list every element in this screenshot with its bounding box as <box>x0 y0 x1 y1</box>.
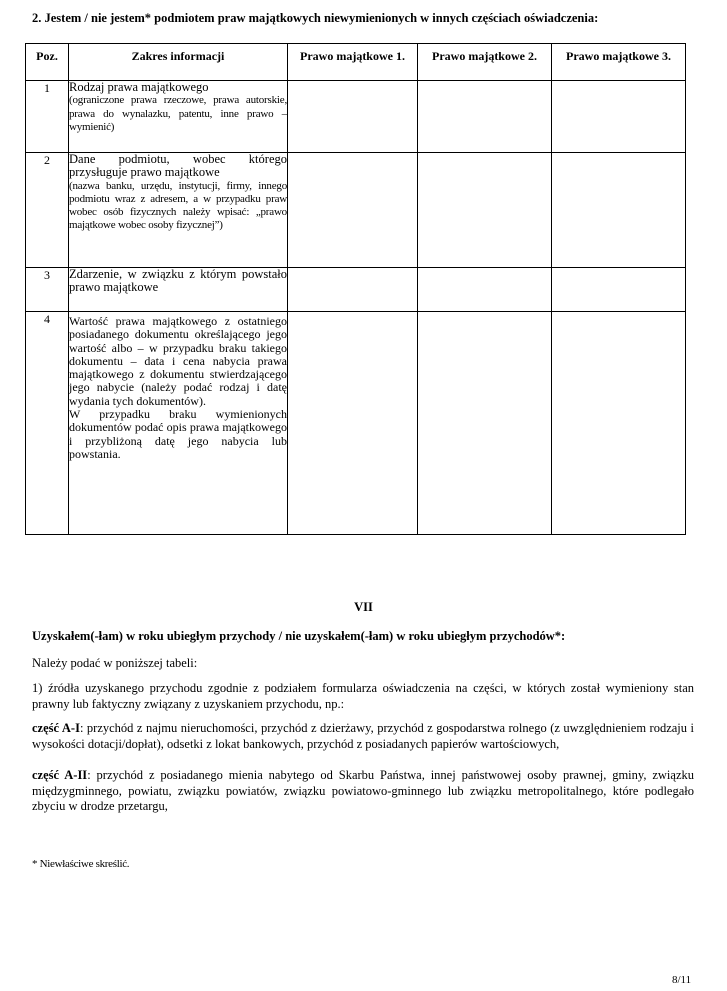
header-prawo-2: Prawo majątkowe 2. <box>418 44 552 81</box>
input-cell-prawo-1[interactable] <box>288 153 418 268</box>
part-a2-label: część A-II <box>32 768 88 782</box>
row-main-text: Wartość prawa majątkowego z ostatniego posiadanego dokumentu określającego jego wartość albo – w przypadku braku takiego dokumentu – data i cena nabycia prawa majątkowego z dokumentu stwierdzającego jego nabycie (należy podać rodzaj i datę wydania tych dokumentów). <box>69 314 287 408</box>
part-a1-label: część A-I <box>32 721 80 735</box>
input-cell-prawo-1[interactable] <box>288 312 418 535</box>
header-prawo-1: Prawo majątkowe 1. <box>288 44 418 81</box>
header-prawo-3: Prawo majątkowe 3. <box>552 44 686 81</box>
part-a2-paragraph <box>32 768 694 815</box>
part-a1-paragraph <box>32 721 694 752</box>
input-cell-prawo-3[interactable] <box>552 312 686 535</box>
input-cell-prawo-2[interactable] <box>418 81 552 153</box>
row-sub-text: (ograniczone prawa rzeczowe, prawa autorskie, prawa do wynalazku, patentu, inne prawo – wymienić) <box>69 94 287 133</box>
page-number: 8/11 <box>672 974 692 986</box>
table-row <box>26 268 686 312</box>
part-a2-text: : przychód z posiadanego mienia nabytego od Skarbu Państwa, innej państwowej osoby prawnej, gminy, związku międzygminnego, powiatu, związku powiatów, związku powiatowo-gminnego lub związku metropolitalnego, które podlegało zbyciu w drodze przetargu, <box>32 768 694 813</box>
input-cell-prawo-1[interactable] <box>288 268 418 312</box>
item-1-text: 1) źródła uzyskanego przychodu zgodnie z podziałem formularza oświadczenia na części, w których został wymieniony stan prawny lub faktyczny związany z uzyskaniem przychodu, np.: <box>32 681 694 711</box>
input-cell-prawo-2[interactable] <box>418 312 552 535</box>
table-row <box>26 312 686 535</box>
row-sub-text: (nazwa banku, urzędu, instytucji, firmy, innego podmiotu wraz z adresem, a w przypadku praw wobec osób fizycznych należy wpisać: „prawo majątkowe wobec osoby fizycznej”) <box>69 179 287 232</box>
row-main-text: Rodzaj prawa majątkowego <box>69 80 209 94</box>
input-cell-prawo-2[interactable] <box>418 268 552 312</box>
row-description <box>69 268 288 312</box>
row-description <box>69 81 288 153</box>
section-vii-heading: Uzyskałem(-łam) w roku ubiegłym przychody / nie uzyskałem(-łam) w roku ubiegłym przychodów*: <box>32 629 566 643</box>
footnote: * Niewłaściwe skreślić. <box>32 858 130 870</box>
section-vii-item-1 <box>32 681 694 712</box>
row-description <box>69 312 288 535</box>
input-cell-prawo-2[interactable] <box>418 153 552 268</box>
property-rights-table <box>25 43 686 535</box>
table-row <box>26 153 686 268</box>
header-poz: Poz. <box>26 44 69 81</box>
header-zakres: Zakres informacji <box>69 44 288 81</box>
section-2-heading: 2. Jestem / nie jestem* podmiotem praw majątkowych niewymienionych w innych częściach oświadczenia: <box>32 11 599 25</box>
row-number: 3 <box>26 268 69 312</box>
input-cell-prawo-3[interactable] <box>552 268 686 312</box>
table-row <box>26 81 686 153</box>
row-number: 1 <box>26 81 69 153</box>
row-description <box>69 153 288 268</box>
part-a1-text: : przychód z najmu nieruchomości, przychód z dzierżawy, przychód z gospodarstwa rolnego (z uwzględnieniem rodzaju i wysokości dotacji/dopłat), odsetki z lokat bankowych, przychód z posiadanych papierów wartościowych, <box>32 721 695 751</box>
section-vii-title: VII <box>354 600 373 614</box>
row-main-text: Zdarzenie, w związku z którym powstało prawo majątkowe <box>69 267 287 295</box>
row-number: 4 <box>26 312 69 535</box>
row-sub-text: W przypadku braku wymienionych dokumentów podać opis prawa majątkowego i przybliżoną datę jego nabycia lub powstania. <box>69 407 287 461</box>
input-cell-prawo-3[interactable] <box>552 153 686 268</box>
row-main-text: Dane podmiotu, wobec którego przysługuje prawo majątkowe <box>69 152 287 180</box>
input-cell-prawo-1[interactable] <box>288 81 418 153</box>
section-vii-intro: Należy podać w poniższej tabeli: <box>32 656 198 670</box>
input-cell-prawo-3[interactable] <box>552 81 686 153</box>
row-number: 2 <box>26 153 69 268</box>
table-header-row <box>26 44 686 81</box>
